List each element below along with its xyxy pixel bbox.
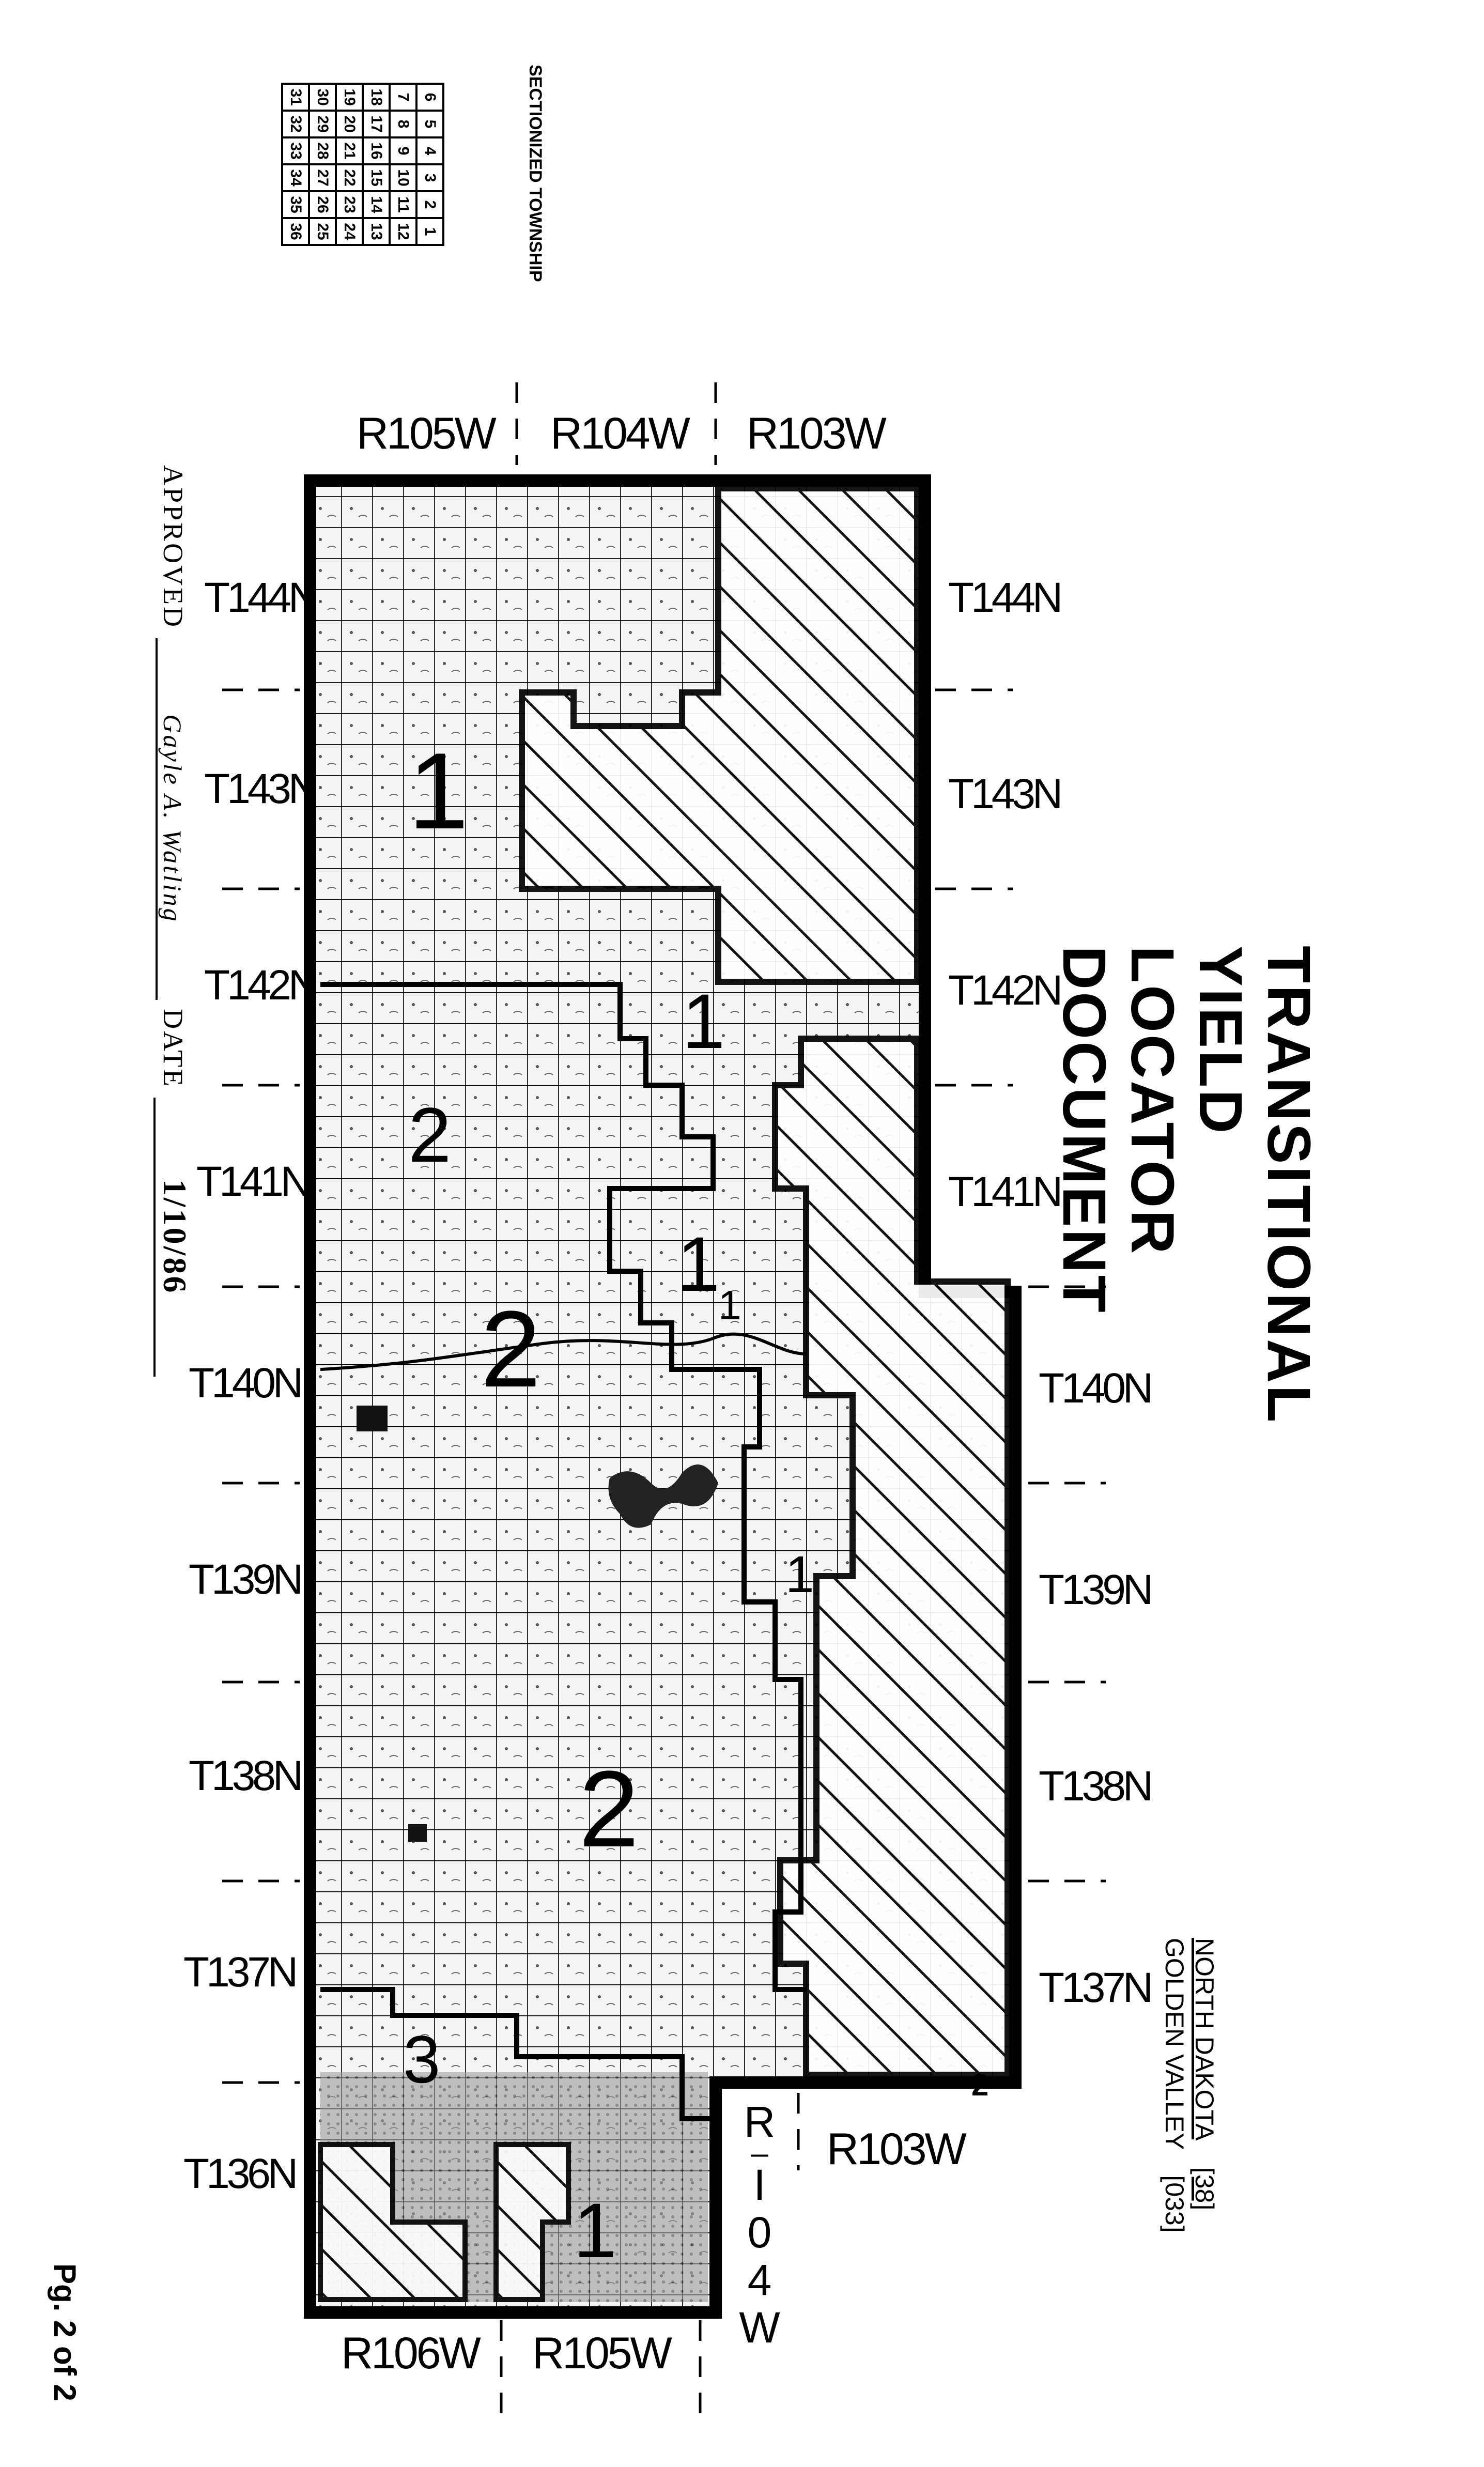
county-code: [033] [1160, 2175, 1189, 2233]
section-cell: 1 [416, 218, 443, 245]
section-cell: 4 [416, 137, 443, 164]
range-label-bottom-2: R105W [532, 2329, 670, 2378]
township-label-left-9: T136N [183, 2150, 296, 2197]
section-cell: 33 [282, 137, 309, 164]
range-label-r103w-bottom: R103W [827, 2124, 965, 2174]
section-cell: 28 [309, 137, 336, 164]
township-label-right-1: T144N [948, 574, 1060, 621]
section-cell: 29 [309, 111, 336, 137]
section-cell: 23 [336, 191, 363, 218]
township-label-right-7: T138N [1039, 1763, 1151, 1810]
approval-signature: Gayle A. Watling [156, 638, 188, 1000]
range-label-top-1: R105W [357, 409, 494, 458]
state-name: NORTH DAKOTA [1190, 1938, 1219, 2139]
section-cell: 11 [390, 191, 416, 218]
township-label-left-3: T142N [204, 962, 316, 1009]
township-label-left-4: T141N [196, 1158, 308, 1205]
section-cell: 7 [390, 84, 416, 111]
sectionized-township-heading: SECTIONIZED TOWNSHIP [525, 65, 545, 282]
section-cell: 5 [416, 111, 443, 137]
section-cell: 27 [309, 164, 336, 191]
section-cell: 16 [363, 137, 390, 164]
section-cell: 24 [336, 218, 363, 245]
township-label-right-2: T143N [948, 770, 1060, 818]
section-cell: 15 [363, 164, 390, 191]
approval-block [142, 465, 194, 1530]
state-code: [38] [1190, 2167, 1219, 2211]
range-label-top-3: R103W [747, 409, 885, 458]
section-cell: 14 [363, 191, 390, 218]
section-cell: 21 [336, 137, 363, 164]
title-line-1: TRANSITIONAL YIELD [1186, 946, 1323, 1424]
section-cell: 2 [416, 191, 443, 218]
township-label-left-2: T143N [204, 765, 316, 812]
section-cell: 25 [309, 218, 336, 245]
section-cell: 6 [416, 84, 443, 111]
section-cell: 26 [309, 191, 336, 218]
township-label-right-3: T142N [948, 967, 1060, 1014]
section-cell: 20 [336, 111, 363, 137]
township-label-right-8: T137N [1039, 1964, 1151, 2011]
township-label-right-4: T141N [948, 1168, 1060, 1215]
range-label-top-2: R104W [550, 409, 688, 458]
township-label-right-6: T139N [1039, 1566, 1151, 1613]
section-cell: 31 [282, 84, 309, 111]
zone-label: 1 [574, 2187, 617, 2274]
zone-label: 1 [682, 978, 725, 1065]
section-cell: 9 [390, 137, 416, 164]
approval-date: 1/10/86 [153, 1098, 194, 1377]
township-label-left-6: T139N [189, 1556, 301, 1603]
town-marker [408, 1824, 427, 1842]
approved-label: APPROVED [158, 465, 189, 629]
location-block [1142, 1938, 1219, 2300]
township-label-left-8: T137N [183, 1949, 296, 1996]
section-cell: 10 [390, 164, 416, 191]
zone-label: 1 [677, 1221, 720, 1307]
township-label-left-7: T138N [189, 1752, 301, 1799]
zone-label: 1 [408, 730, 469, 852]
section-cell: 35 [282, 191, 309, 218]
zone-label: 2 [481, 1288, 541, 1410]
range-label-r104w-vertical: R – I 0 4 W [739, 2098, 780, 2352]
section-cell: 22 [336, 164, 363, 191]
township-label-right-5: T140N [1039, 1365, 1151, 1412]
section-cell: 17 [363, 111, 390, 137]
section-cell: 8 [390, 111, 416, 137]
zone-label: 2 [408, 1091, 452, 1178]
section-cell: 13 [363, 218, 390, 245]
section-cell: 34 [282, 164, 309, 191]
zone-label: 3 [403, 2022, 441, 2097]
page-number: Pg. 2 of 2 [48, 2263, 82, 2401]
zone-label: 2 [971, 2068, 989, 2102]
title-line-2: LOCATOR DOCUMENT [1050, 946, 1186, 1315]
township-label-left-1: T144N [204, 574, 316, 621]
zone-label: 2 [579, 1748, 639, 1870]
county-name: GOLDEN VALLEY [1160, 1938, 1189, 2150]
section-cell: 19 [336, 84, 363, 111]
date-label: DATE [158, 1009, 189, 1089]
zone-label: 1 [718, 1282, 741, 1328]
section-cell: 32 [282, 111, 309, 137]
section-cell: 3 [416, 164, 443, 191]
section-cell: 18 [363, 84, 390, 111]
range-label-bottom-1: R106W [341, 2329, 479, 2378]
section-cell: 30 [309, 84, 336, 111]
section-cell: 12 [390, 218, 416, 245]
township-label-left-5: T140N [189, 1360, 301, 1407]
town-marker [357, 1406, 388, 1431]
zone-label: 1 [785, 1546, 814, 1603]
section-cell: 36 [282, 218, 309, 245]
